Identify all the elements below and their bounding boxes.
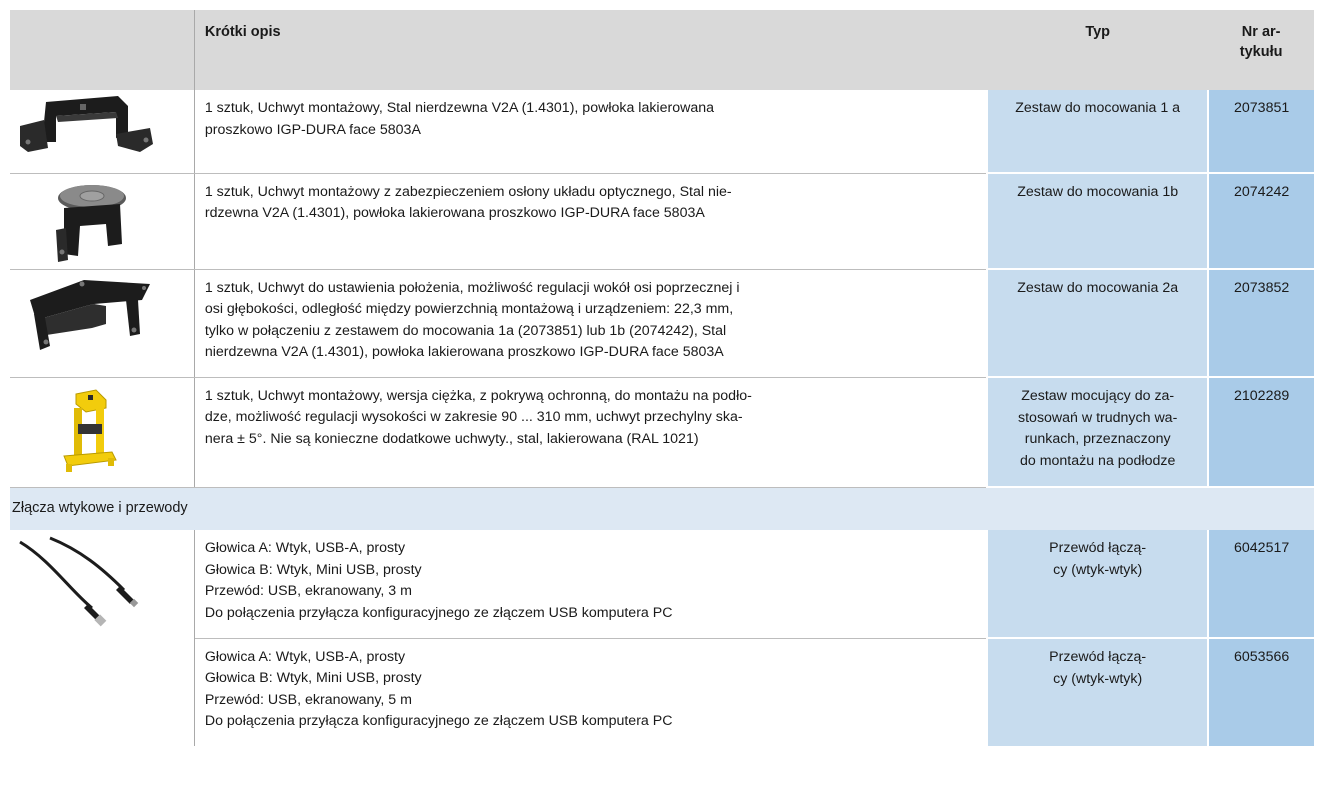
description-line: Do połączenia przyłącza konfiguracyjnego ze złączem USB komputera PC	[204, 604, 673, 621]
description-line: 1 sztuk, Uchwyt montażowy, wersja ciężka, z pokrywą ochronną, do montażu na podło-	[204, 387, 752, 404]
table-row	[10, 530, 1314, 638]
section-title: Złącza wtykowe i przewody	[10, 487, 1314, 530]
description-line: Głowica B: Wtyk, Mini USB, prosty	[204, 561, 422, 578]
description-line: 1 sztuk, Uchwyt do ustawienia położenia, możliwość regulacji wokół osi poprzecznej i	[204, 279, 740, 296]
product-image-cell	[10, 530, 194, 746]
description-line: nera ± 5°. Nie są konieczne dodatkowe uchwyty., stal, lakierowana (RAL 1021)	[204, 430, 699, 447]
product-image-cell	[10, 269, 194, 377]
description-line: Głowica B: Wtyk, Mini USB, prosty	[204, 670, 422, 686]
description-line: nierdzewna V2A (1.4301), powłoka lakierowana proszkowo IGP-DURA face 5803A	[204, 344, 724, 360]
description-line: rdzewna V2A (1.4301), powłoka lakierowana proszkowo IGP-DURA face 5803A	[204, 205, 705, 221]
product-image-cell	[10, 173, 194, 269]
row-description	[194, 638, 987, 746]
accessories-table	[10, 10, 1314, 746]
description-line: dze, możliwość regulacji wysokości w zakresie 90 ... 310 mm, uchwyt przechylny ska-	[204, 409, 743, 425]
type-line: Zestaw do mocowania 2a	[1017, 280, 1179, 296]
table-header-row	[10, 10, 1314, 90]
type-line: Przewód łączą-	[1049, 649, 1147, 665]
type-line: Zestaw mocujący do za-	[1021, 388, 1175, 404]
header-image-cell	[10, 10, 194, 90]
row-type	[987, 90, 1208, 173]
table-row	[10, 173, 1314, 269]
row-description	[194, 90, 987, 173]
row-article-number: 2073852	[1208, 269, 1314, 377]
description-line: osi głębokości, odległość między powierzchnią montażową i urządzeniem: 22,3 mm,	[204, 301, 734, 317]
product-image-cell	[10, 377, 194, 487]
section-header-row	[10, 487, 1314, 530]
row-type	[987, 173, 1208, 269]
optics-cover-bracket-icon	[10, 174, 160, 270]
header-article-number-line1: Nr ar-	[1241, 24, 1281, 40]
header-short-description: Krótki opis	[194, 10, 987, 90]
description-line: Głowica A: Wtyk, USB-A, prosty	[204, 540, 406, 556]
row-article-number: 2073851	[1208, 90, 1314, 173]
header-article-number-line2: tykułu	[1239, 44, 1283, 60]
row-article-number: 2102289	[1208, 377, 1314, 487]
type-line: stosowań w trudnych wa-	[1018, 409, 1178, 426]
row-article-number: 6042517	[1208, 530, 1314, 638]
table-row	[10, 377, 1314, 487]
type-line: Zestaw do mocowania 1 a	[1015, 100, 1181, 116]
row-description	[194, 377, 987, 487]
row-description	[194, 269, 987, 377]
description-line: tylko w połączeniu z zestawem do mocowania 1a (2073851) lub 1b (2074242), Stal	[204, 322, 727, 339]
table-row	[10, 638, 1314, 746]
row-type	[987, 638, 1208, 746]
row-type	[987, 269, 1208, 377]
mounting-bracket-icon	[10, 90, 160, 173]
header-article-number	[1208, 10, 1314, 90]
description-line: 1 sztuk, Uchwyt montażowy, Stal nierdzewna V2A (1.4301), powłoka lakierowana	[204, 100, 715, 116]
row-type	[987, 377, 1208, 487]
description-line: Przewód: USB, ekranowany, 3 m	[204, 583, 412, 599]
description-line: Głowica A: Wtyk, USB-A, prosty	[204, 648, 406, 665]
header-type: Typ	[987, 10, 1208, 90]
type-line: runkach, przeznaczony	[1024, 431, 1171, 447]
table-row	[10, 90, 1314, 173]
description-line: Do połączenia przyłącza konfiguracyjnego ze złączem USB komputera PC	[204, 713, 673, 729]
usb-cable-icon	[10, 530, 160, 638]
description-line: 1 sztuk, Uchwyt montażowy z zabezpieczeniem osłony układu optycznego, Stal nie-	[204, 183, 732, 200]
row-description	[194, 173, 987, 269]
row-type	[987, 530, 1208, 638]
row-description	[194, 530, 987, 638]
type-line: cy (wtyk-wtyk)	[1053, 561, 1143, 578]
type-line: do montażu na podłodze	[1019, 452, 1176, 469]
row-article-number: 6053566	[1208, 638, 1314, 746]
heavy-duty-floor-stand-icon	[10, 378, 160, 488]
description-line: Przewód: USB, ekranowany, 5 m	[204, 691, 412, 708]
type-line: Przewód łączą-	[1049, 540, 1147, 556]
row-article-number: 2074242	[1208, 173, 1314, 269]
description-line: proszkowo IGP-DURA face 5803A	[204, 121, 421, 138]
type-line: Zestaw do mocowania 1b	[1017, 184, 1179, 200]
alignment-bracket-icon	[10, 270, 160, 378]
table-row	[10, 269, 1314, 377]
product-image-cell	[10, 90, 194, 173]
type-line: cy (wtyk-wtyk)	[1053, 670, 1143, 687]
